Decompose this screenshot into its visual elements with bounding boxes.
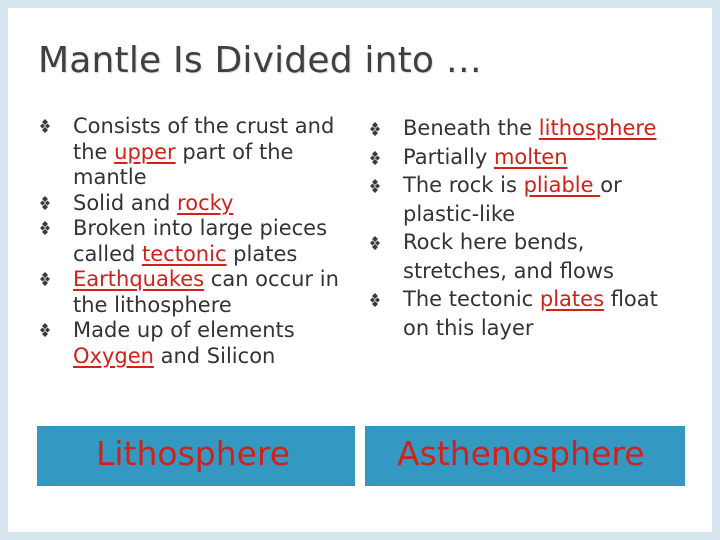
highlight-term: Earthquakes [73, 267, 205, 291]
list-item: Beneath the lithosphere [370, 114, 690, 143]
list-item: Broken into large pieces called tectonic plates [40, 216, 340, 267]
bullet-icon [370, 179, 380, 193]
bullet-icon [370, 236, 380, 250]
highlight-term: molten [493, 144, 568, 169]
highlight-term: lithosphere [538, 116, 657, 140]
asthenosphere-label: Asthenosphere [397, 434, 645, 473]
asthenosphere-column [370, 114, 690, 342]
highlight-term: pliable [523, 173, 601, 197]
highlight-term: rocky [177, 190, 234, 215]
list-item: Consists of the crust and the upper part of the mantle [40, 114, 340, 191]
bullet-icon [40, 323, 50, 337]
highlight-term: Oxygen [73, 343, 154, 368]
list-item: Solid and rocky [40, 191, 340, 217]
list-item: The tectonic plates float on this layer [370, 285, 690, 342]
lithosphere-column [40, 114, 340, 369]
list-item: The rock is pliable or plastic-like [370, 171, 690, 228]
highlight-term: plates [539, 287, 605, 311]
asthenosphere-bullet-list [370, 114, 690, 342]
bullet-icon [370, 151, 380, 165]
bullet-icon [40, 272, 50, 286]
highlight-term: tectonic [142, 241, 227, 266]
bullet-icon [40, 119, 50, 133]
bullet-icon [370, 293, 380, 307]
list-item: Partially molten [370, 143, 690, 172]
list-item: Made up of elements Oxygen and Silicon [40, 318, 340, 369]
list-item: Rock here bends, stretches, and flows [370, 228, 690, 285]
bullet-icon [40, 196, 50, 210]
lithosphere-label-box [37, 426, 355, 486]
highlight-term: upper [114, 139, 176, 164]
lithosphere-bullet-list [40, 114, 340, 369]
asthenosphere-label-box [365, 426, 685, 486]
list-item: Earthquakes can occur in the lithosphere [40, 267, 340, 318]
bullet-icon [40, 221, 50, 235]
lithosphere-label: Lithosphere [96, 434, 291, 473]
slide-title: Mantle Is Divided into … [38, 40, 482, 81]
bullet-icon [370, 122, 380, 136]
